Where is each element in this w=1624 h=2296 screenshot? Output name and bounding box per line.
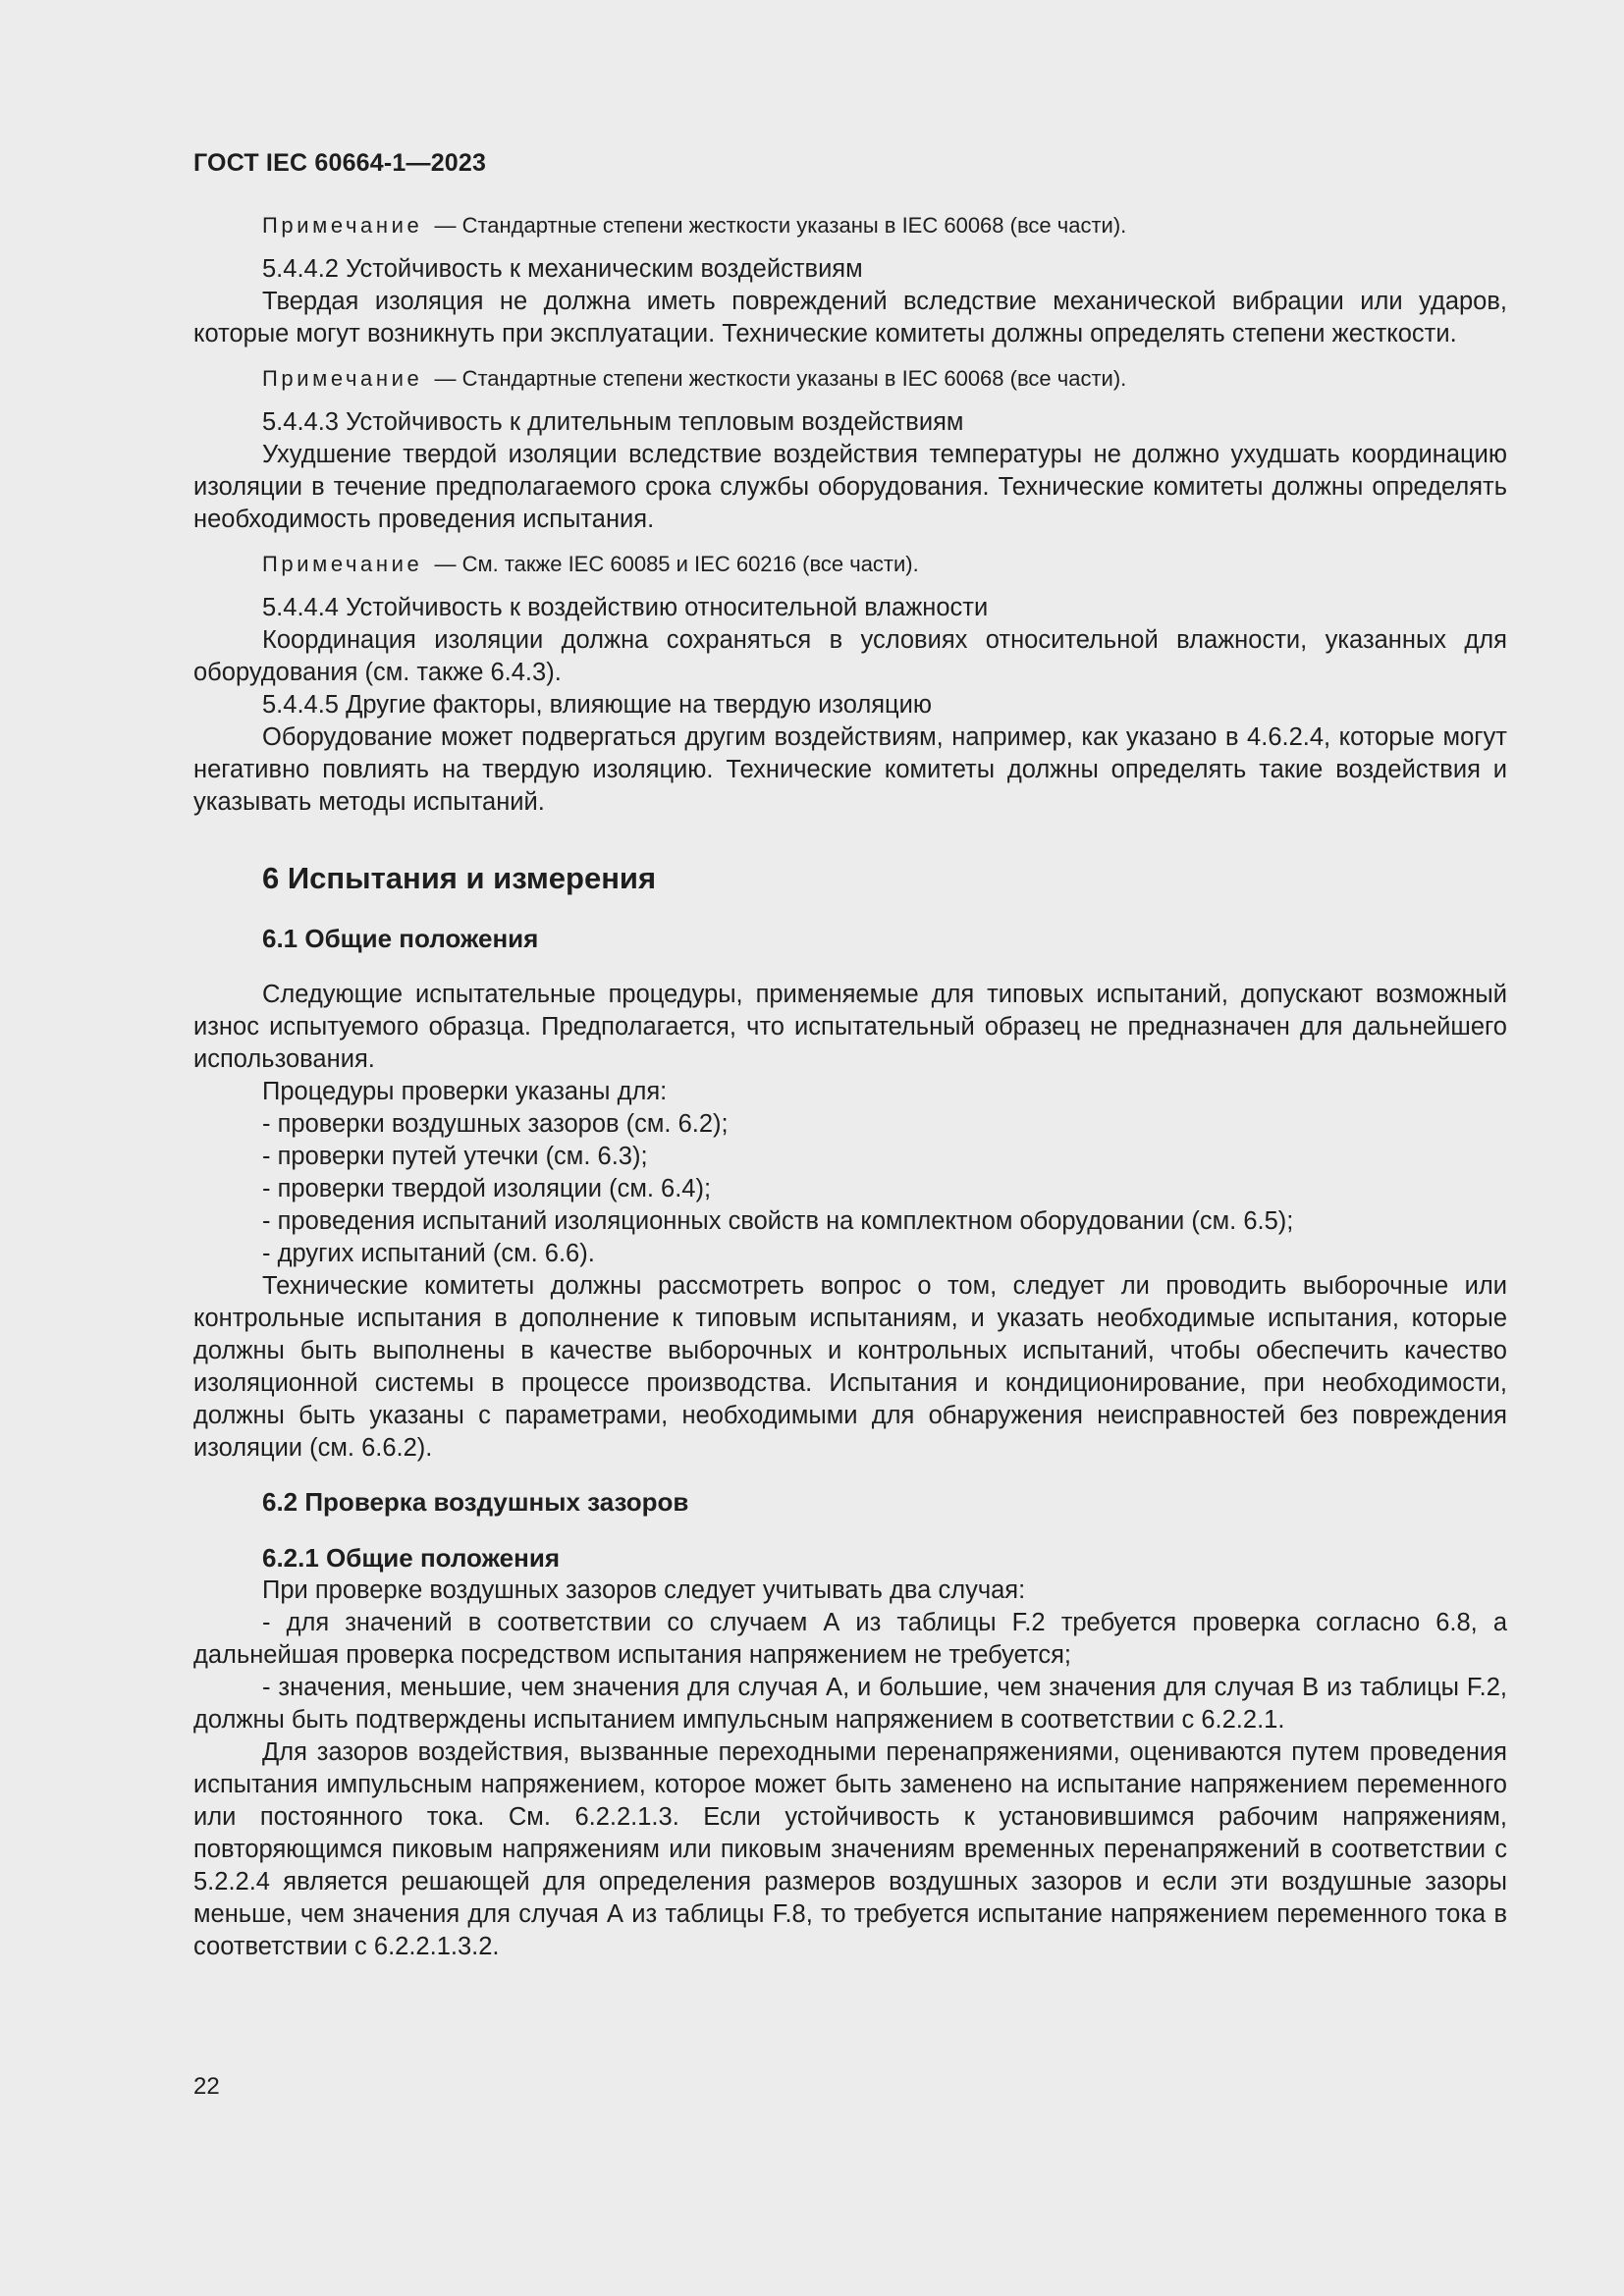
note-2: [193, 362, 1507, 395]
note-label: Примечание: [262, 213, 423, 238]
list-item: - значения, меньшие, чем значения для случая А, и большие, чем значения для случая В из таблицы F.2, должны быть подтверждены испытанием импульсным напряжением в соответствии с 6.2.2.1.: [193, 1674, 1507, 1734]
document-page: [193, 147, 1507, 1963]
section-heading-6-1: 6.1 Общие положения: [262, 924, 539, 953]
section-heading-5-4-4-2: 5.4.4.2 Устойчивость к механическим воздействиям: [262, 255, 863, 283]
paragraph: Оборудование может подвергаться другим воздействиям, например, как указано в 4.6.2.4, которые могут негативно повлиять на твердую изоляцию. Технические комитеты должны определять такие воздействия и указывать методы испытаний.: [193, 723, 1507, 816]
section-heading-5-4-4-4: 5.4.4.4 Устойчивость к воздействию относительной влажности: [262, 594, 989, 621]
paragraph: При проверке воздушных зазоров следует учитывать два случая:: [262, 1576, 1026, 1604]
list-item: - проверки путей утечки (см. 6.3);: [262, 1143, 648, 1170]
page-number: 22: [193, 2073, 220, 2100]
note-label: Примечание: [262, 366, 423, 391]
list-item: - проведения испытаний изоляционных свойств на комплектном оборудовании (см. 6.5);: [262, 1207, 1294, 1235]
section-heading-6: 6 Испытания и измерения: [262, 861, 657, 895]
section-heading-5-4-4-3: 5.4.4.3 Устойчивость к длительным тепловым воздействиям: [262, 408, 964, 436]
section-heading-6-2: 6.2 Проверка воздушных зазоров: [262, 1487, 689, 1517]
note-text: — Стандартные степени жесткости указаны в IEC 60068 (все части).: [434, 213, 1127, 238]
paragraph: Процедуры проверки указаны для:: [262, 1078, 668, 1105]
note-text: — Стандартные степени жесткости указаны в IEC 60068 (все части).: [434, 366, 1127, 391]
note-text: — См. также IEC 60085 и IEC 60216 (все части).: [434, 552, 919, 576]
paragraph: Для зазоров воздействия, вызванные переходными перенапряжениями, оцениваются путем проведения испытания импульсным напряжением, которое может быть заменено на испытание напряжением переменного или постоянного тока. См. 6.2.2.1.3. Если устойчивость к установившимся рабочим напряжениям, повторяющимся пиковым напряжениям или пиковым значениям временных перенапряжений в соответствии с 5.2.2.4 является решающей для определения размеров воздушных зазоров и если эти воздушные зазоры меньше, чем значения для случая А из таблицы F.8, то требуется испытание напряжением переменного тока в соответствии с 6.2.2.1.3.2.: [193, 1738, 1507, 1960]
section-heading-5-4-4-5: 5.4.4.5 Другие факторы, влияющие на твердую изоляцию: [262, 691, 933, 719]
list-item: - для значений в соответствии со случаем А из таблицы F.2 требуется проверка согласно 6.8, а дальнейшая проверка посредством испытания напряжением не требуется;: [193, 1609, 1507, 1669]
list-item: - проверки воздушных зазоров (см. 6.2);: [262, 1110, 729, 1138]
section-heading-6-2-1: 6.2.1 Общие положения: [262, 1543, 560, 1573]
paragraph: Технические комитеты должны рассмотреть вопрос о том, следует ли проводить выборочные или контрольные испытания в дополнение к типовым испытаниям, и указать необходимые испытания, которые должны быть выполнены в качестве выборочных и контрольных испытаний, чтобы обеспечить качество изоляционной системы в процессе производства. Испытания и кондиционирование, при необходимости, должны быть указаны с параметрами, необходимыми для обнаружения неисправностей без повреждения изоляции (см. 6.6.2).: [193, 1272, 1507, 1462]
paragraph: Координация изоляции должна сохраняться в условиях относительной влажности, указанных для оборудования (см. также 6.4.3).: [193, 626, 1507, 686]
list-item: - проверки твердой изоляции (см. 6.4);: [262, 1175, 712, 1202]
note-label: Примечание: [262, 552, 423, 576]
paragraph: Твердая изоляция не должна иметь повреждений вследствие механической вибрации или ударов, которые могут возникнуть при эксплуатации. Технические комитеты должны определять степени жесткости.: [193, 288, 1507, 347]
list-item: - других испытаний (см. 6.6).: [262, 1240, 595, 1267]
note-1: [193, 209, 1507, 241]
document-header: ГОСТ IEC 60664-1—2023: [193, 149, 487, 177]
paragraph: Следующие испытательные процедуры, применяемые для типовых испытаний, допускают возможный износ испытуемого образца. Предполагается, что испытательный образец не предназначен для дальнейшего использования.: [193, 981, 1507, 1073]
paragraph: Ухудшение твердой изоляции вследствие воздействия температуры не должно ухудшать координацию изоляции в течение предполагаемого срока службы оборудования. Технические комитеты должны определять необходимость проведения испытания.: [193, 441, 1507, 533]
note-3: [193, 548, 1507, 580]
